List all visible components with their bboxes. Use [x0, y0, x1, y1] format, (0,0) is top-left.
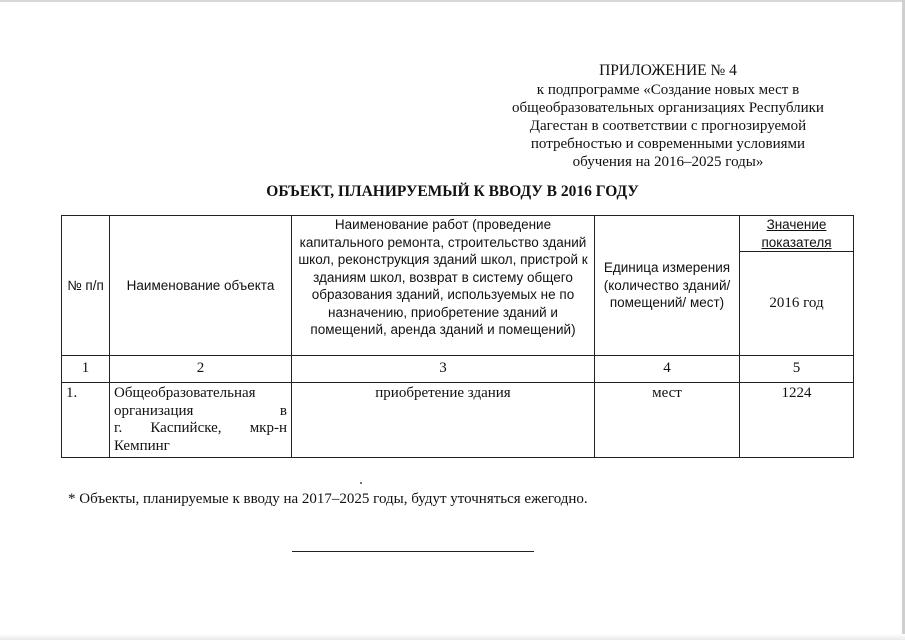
objects-table [61, 215, 854, 458]
object-name-word: организация [114, 402, 194, 419]
object-name-word: в [279, 402, 287, 419]
column-number: 5 [740, 356, 854, 383]
appendix-line: общеобразовательных организациях Республики [512, 100, 824, 116]
table-header-row [62, 216, 854, 252]
row-works: приобретение здания [292, 383, 595, 458]
table-row [62, 383, 854, 458]
object-name-word: г. [114, 420, 123, 436]
header-number: № п/п [62, 216, 110, 356]
row-unit: мест [595, 383, 740, 458]
header-year: 2016 год [740, 252, 854, 356]
header-value-text: Значение показателя [761, 217, 832, 250]
appendix-line: к подпрограмме «Создание новых мест в [536, 82, 800, 98]
object-name-word: Каспийске, [150, 420, 222, 436]
appendix-line: Дагестан в соответствии с прогнозируемой [529, 118, 807, 134]
header-unit: Единица измерения (количество зданий/ помещений/ мест) [595, 216, 740, 356]
column-number: 3 [292, 356, 595, 383]
appendix-line: потребностью и современными условиями [530, 136, 806, 152]
column-number: 4 [595, 356, 740, 383]
header-value [740, 216, 854, 252]
column-number-row [62, 356, 854, 383]
object-name-line [114, 403, 287, 421]
object-name-word: мкр-н [249, 420, 287, 436]
scan-edge [0, 634, 905, 640]
appendix-line: обучения на 2016–2025 годы» [572, 154, 764, 170]
header-works: Наименование работ (проведение капитального ремонта, строительство зданий школ, реконструкция зданий школ, пристрой к зданиям школ, возврат в систему общего образования зданий, используемых не по назначению, приобретение зданий и помещений, аренда зданий и помещений) [292, 216, 595, 356]
header-object-name: Наименование объекта [110, 216, 292, 356]
appendix-number: ПРИЛОЖЕНИЕ № 4 [599, 62, 737, 79]
row-number: 1. [62, 383, 110, 458]
column-number: 1 [62, 356, 110, 383]
row-value: 1224 [740, 383, 854, 458]
appendix-header [498, 62, 838, 171]
object-name-line [114, 420, 287, 438]
document-title: ОБЪЕКТ, ПЛАНИРУЕМЫЙ К ВВОДУ В 2016 ГОДУ [266, 183, 639, 200]
object-name-line: Общеобразовательная [114, 385, 256, 401]
row-object-name [110, 383, 292, 458]
scan-speck [360, 482, 362, 484]
footnote: * Объекты, планируемые к вводу на 2017–2025 годы, будут уточняться ежегодно. [68, 491, 588, 507]
scan-edge [0, 0, 905, 2]
column-number: 2 [110, 356, 292, 383]
object-name-line: Кемпинг [114, 437, 170, 454]
closing-line [292, 551, 534, 552]
